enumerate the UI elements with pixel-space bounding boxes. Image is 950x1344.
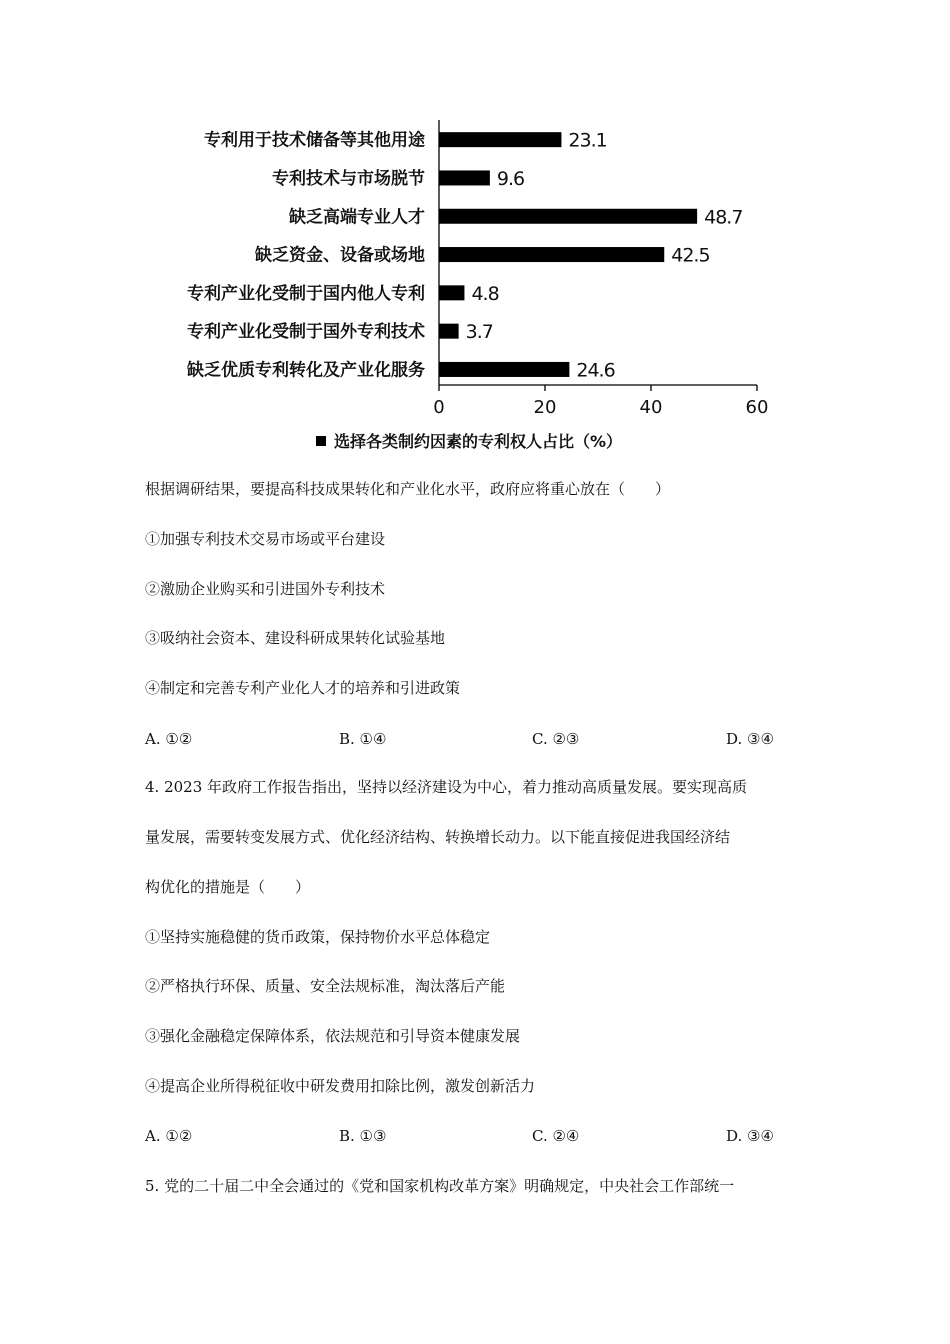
data-label: 42.5: [671, 244, 710, 267]
category-label: 专利用于技术储备等其他用途: [204, 130, 425, 151]
data-label: 23.1: [568, 129, 607, 152]
x-tick-label: 20: [533, 397, 557, 418]
q4-option-b[interactable]: B. ①③: [339, 1127, 387, 1145]
bar: [439, 285, 464, 300]
patent-factor-bar-chart: [0, 100, 950, 460]
q4-item-3: ③强化金融稳定保障体系，依法规范和引导资本健康发展: [145, 1027, 521, 1045]
legend-swatch: [316, 436, 326, 446]
q4-stem-line-1: 4. 2023 年政府工作报告指出，坚持以经济建设为中心，着力推动高质量发展。要实现高质: [145, 778, 748, 796]
q3-item-4: ④制定和完善专利产业化人才的培养和引进政策: [145, 679, 461, 697]
bar: [439, 362, 569, 377]
q3-option-c[interactable]: C. ②③: [532, 730, 580, 748]
category-label: 专利技术与市场脱节: [272, 168, 425, 189]
q4-option-a[interactable]: A. ①②: [145, 1127, 193, 1145]
category-label: 专利产业化受制于国外专利技术: [187, 322, 425, 343]
bar: [439, 170, 490, 185]
q4-item-2: ②严格执行环保、质量、安全法规标准，淘汰落后产能: [145, 977, 506, 995]
category-label: 专利产业化受制于国内他人专利: [187, 283, 425, 304]
q3-option-b[interactable]: B. ①④: [339, 730, 387, 748]
bar: [439, 132, 561, 147]
q4-item-4: ④提高企业所得税征收中研发费用扣除比例，激发创新活力: [145, 1077, 536, 1095]
category-label: 缺乏资金、设备或场地: [255, 245, 425, 266]
q5-stem-line-1: 5. 党的二十届二中全会通过的《党和国家机构改革方案》明确规定，中央社会工作部统一: [145, 1177, 735, 1195]
q4-option-d[interactable]: D. ③④: [726, 1127, 774, 1145]
category-label: 缺乏高端专业人才: [289, 207, 425, 228]
q3-option-d[interactable]: D. ③④: [726, 730, 774, 748]
data-label: 4.8: [471, 282, 499, 305]
category-label: 缺乏优质专利转化及产业化服务: [187, 360, 425, 381]
x-tick-label: 60: [745, 397, 769, 418]
data-label: 48.7: [704, 206, 743, 229]
q3-item-2: ②激励企业购买和引进国外专利技术: [145, 580, 386, 598]
x-tick-label: 0: [433, 397, 445, 418]
chart-legend-label: 选择各类制约因素的专利权人占比（%）: [334, 432, 623, 451]
data-label: 3.7: [465, 321, 493, 344]
bar: [439, 209, 697, 224]
q3-item-1: ①加强专利技术交易市场或平台建设: [145, 530, 386, 548]
q3-item-3: ③吸纳社会资本、建设科研成果转化试验基地: [145, 629, 446, 647]
bar: [439, 247, 664, 262]
q3-option-a[interactable]: A. ①②: [145, 730, 193, 748]
q4-stem-line-2: 量发展，需要转变发展方式、优化经济结构、转换增长动力。以下能直接促进我国经济结: [145, 828, 731, 846]
q4-item-1: ①坚持实施稳健的货币政策，保持物价水平总体稳定: [145, 928, 491, 946]
data-label: 9.6: [496, 167, 525, 190]
x-tick-label: 40: [639, 397, 663, 418]
q3-stem: 根据调研结果，要提高科技成果转化和产业化水平，政府应将重心放在（ ）: [145, 480, 671, 498]
q4-stem-line-3: 构优化的措施是（ ）: [145, 878, 311, 896]
data-label: 24.6: [576, 359, 615, 382]
q4-option-c[interactable]: C. ②④: [532, 1127, 580, 1145]
bar: [439, 324, 459, 339]
